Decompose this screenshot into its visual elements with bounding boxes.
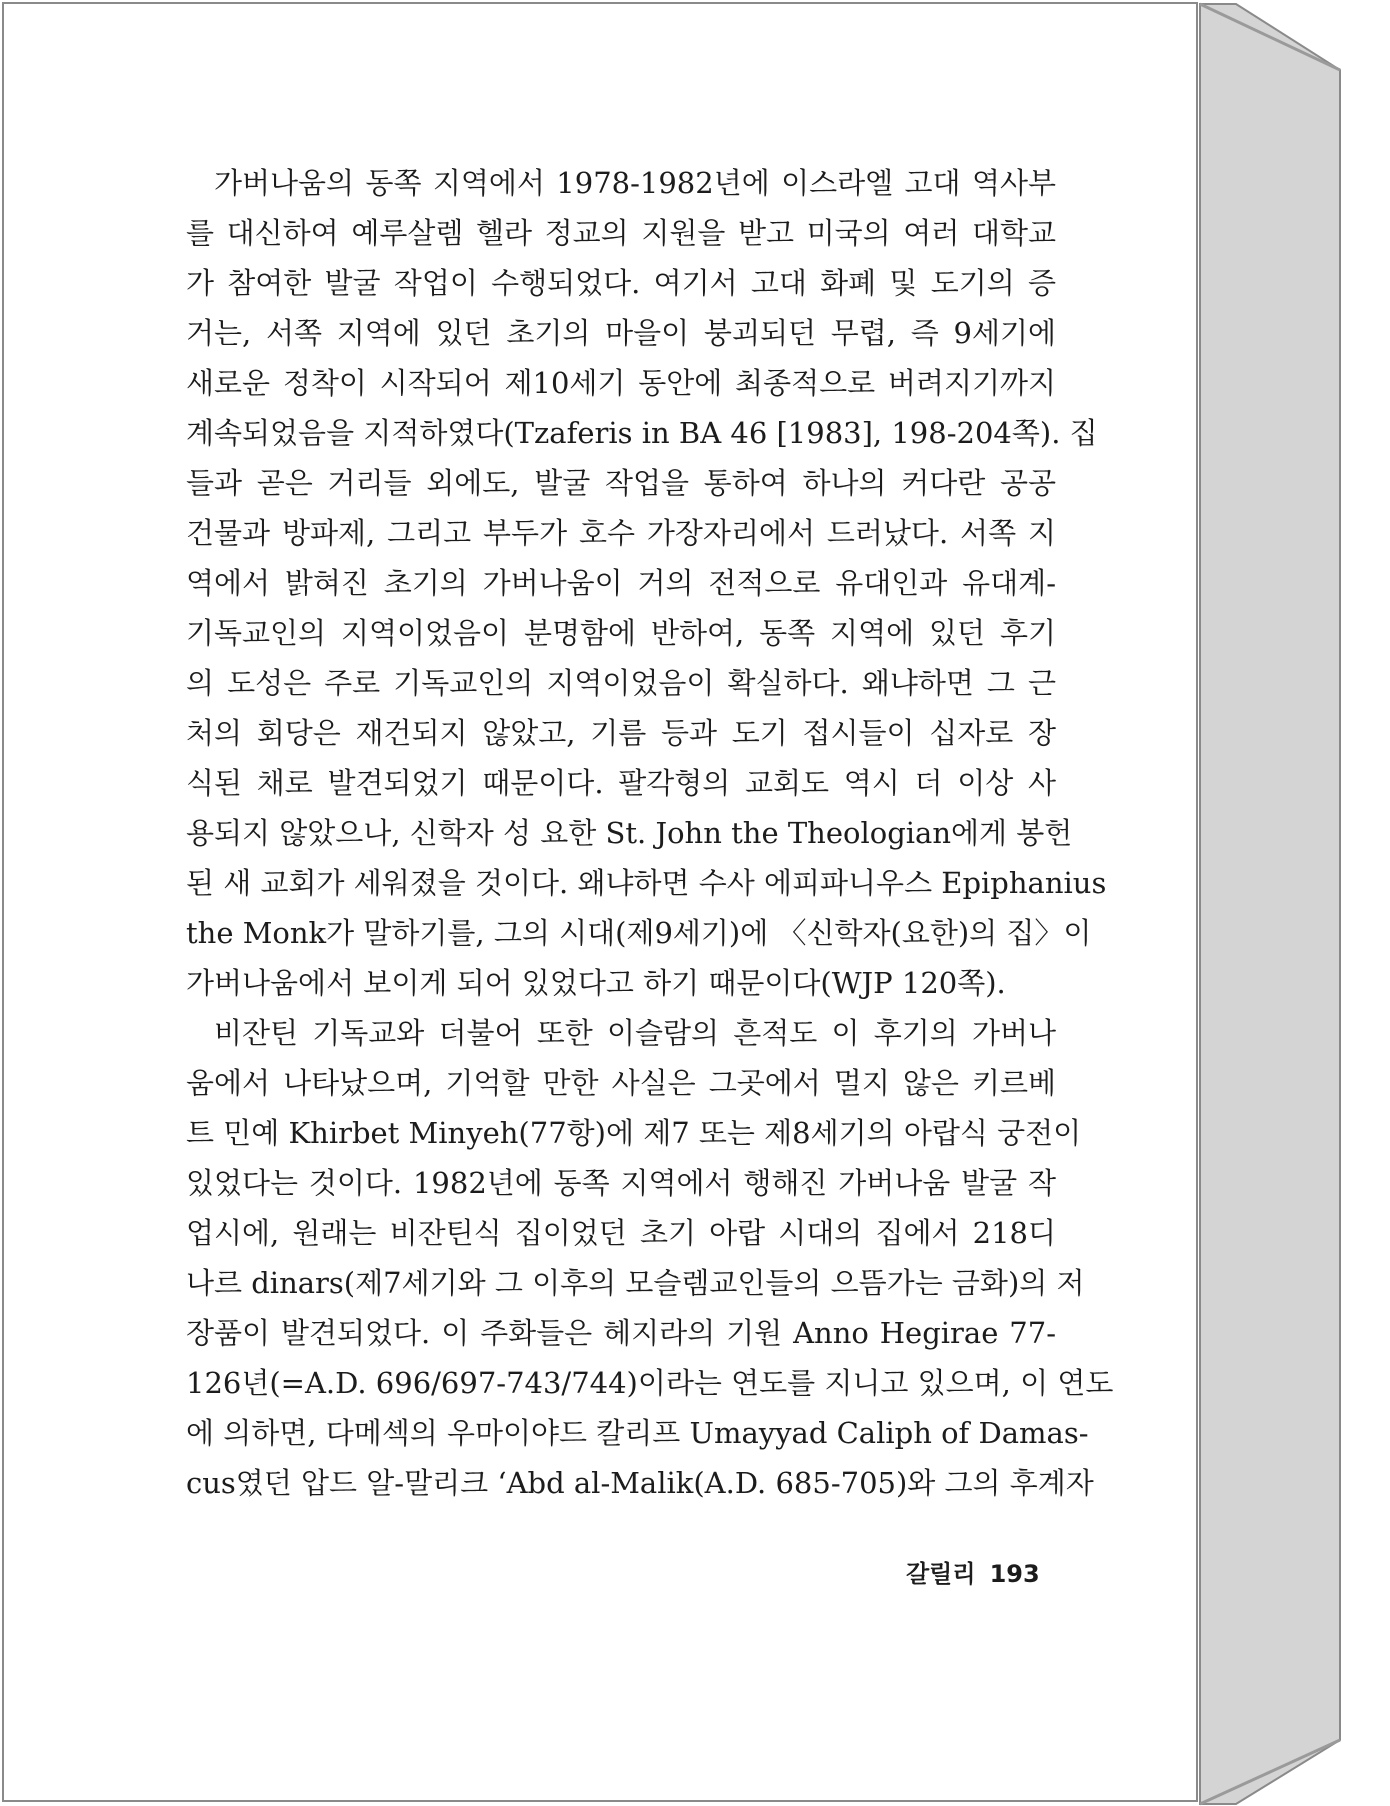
text-line: 식된 채로 발견되었기 때문이다. 팔각형의 교회도 역시 더 이상 사 [186,766,1056,800]
paragraph-1 [186,158,1107,1008]
text-line: 있었다는 것이다. 1982년에 동쪽 지역에서 행해진 가버나움 발굴 작 [186,1166,1056,1200]
text-line: 를 대신하여 예루살렘 헬라 정교의 지원을 받고 미국의 여러 대학교 [186,216,1056,250]
body-text [186,158,1114,1508]
text-line: 126년(=A.D. 696/697-743/744)이라는 연도를 지니고 있으며, 이 연도 [186,1366,1114,1400]
page-number: 193 [989,1560,1040,1588]
text-line: 용되지 않았으나, 신학자 성 요한 St. John the Theologian에게 봉헌 [186,816,1073,850]
text-line: 가 참여한 발굴 작업이 수행되었다. 여기서 고대 화폐 및 도기의 증 [186,266,1056,300]
text-line: 계속되었음을 지적하였다(Tzaferis in BA 46 [1983], 198-204쪽). 집 [186,416,1098,450]
running-footer [906,1554,1040,1589]
text-line: 들과 곧은 거리들 외에도, 발굴 작업을 통하여 하나의 커다란 공공 [186,466,1056,500]
text-line: 된 새 교회가 세워졌을 것이다. 왜냐하면 수사 에피파니우스 Epiphanius [186,866,1107,900]
text-line: 의 도성은 주로 기독교인의 지역이었음이 확실하다. 왜냐하면 그 근 [186,666,1056,700]
text-line: 가버나움의 동쪽 지역에서 1978-1982년에 이스라엘 고대 역사부 [214,166,1056,200]
text-line: 건물과 방파제, 그리고 부두가 호수 가장자리에서 드러났다. 서쪽 지 [186,516,1056,550]
text-line: 에 의하면, 다메섹의 우마이야드 칼리프 Umayyad Caliph of Damas- [186,1416,1089,1450]
text-line: 거는, 서쪽 지역에 있던 초기의 마을이 붕괴되던 무렵, 즉 9세기에 [186,316,1056,350]
text-line: 움에서 나타났으며, 기억할 만한 사실은 그곳에서 멀지 않은 키르베 [186,1066,1056,1100]
text-line: 나르 dinars(제7세기와 그 이후의 모슬렘교인들의 으뜸가는 금화)의 저 [186,1266,1085,1300]
section-title: 갈릴리 [906,1560,976,1588]
text-line: 트 민예 Khirbet Minyeh(77항)에 제7 또는 제8세기의 아랍식 궁전이 [186,1116,1082,1150]
text-line: 처의 회당은 재건되지 않았고, 기름 등과 도기 접시들이 십자로 장 [186,716,1056,750]
text-line: 가버나움에서 보이게 되어 있었다고 하기 때문이다(WJP 120쪽). [186,966,1006,1000]
text-line: 역에서 밝혀진 초기의 가버나움이 거의 전적으로 유대인과 유대계- [186,566,1056,600]
text-line: 기독교인의 지역이었음이 분명함에 반하여, 동쪽 지역에 있던 후기 [186,616,1056,650]
text-line: 장품이 발견되었다. 이 주화들은 헤지라의 기원 Anno Hegirae 77- [186,1316,1056,1350]
text-line: the Monk가 말하기를, 그의 시대(제9세기)에 〈신학자(요한)의 집〉이 [186,916,1092,950]
text-line: 비잔틴 기독교와 더불어 또한 이슬람의 흔적도 이 후기의 가버나 [214,1016,1056,1050]
text-line: 새로운 정착이 시작되어 제10세기 동안에 최종적으로 버려지기까지 [186,366,1056,400]
text-line: cus였던 압드 알-말리크 ‘Abd al-Malik(A.D. 685-705)와 그의 후계자 [186,1466,1094,1500]
text-line: 업시에, 원래는 비잔틴식 집이었던 초기 아랍 시대의 집에서 218디 [186,1216,1056,1250]
paragraph-2 [186,1008,1114,1508]
